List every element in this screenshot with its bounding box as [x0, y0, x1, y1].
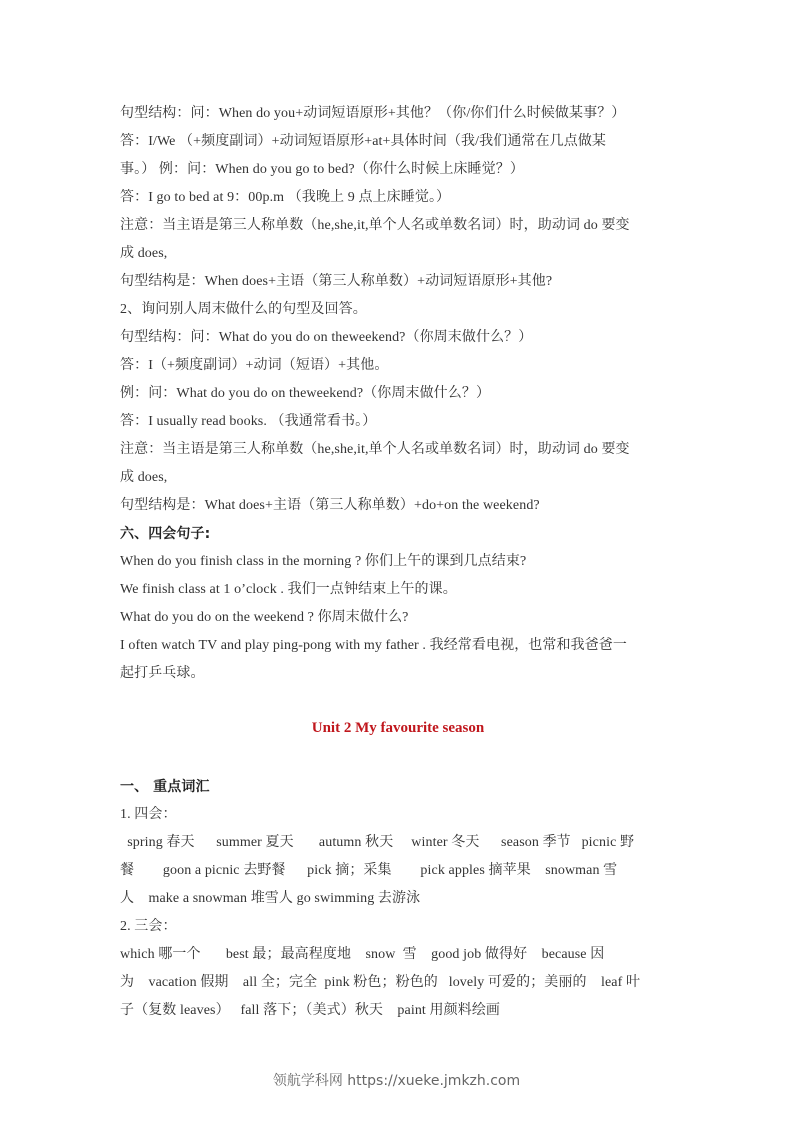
text-line: 成 does, [120, 470, 168, 485]
sentence-line: We finish class at 1 o’clock . 我们一点钟结束上午的课。 [120, 582, 457, 597]
document-page [120, 100, 676, 1018]
vocab-line: 子（复数 leaves） fall 落下；（美式）秋天 paint 用颜料绘画 [120, 1003, 501, 1018]
text-line: 注意：当主语是第三人称单数（he,she,it,单个人名或单数名词）时，助动词 do 要变 [120, 442, 630, 457]
text-line: 答：I（+频度副词）+动词（短语）+其他。 [120, 358, 389, 373]
text-line: 事。） 例：问：When do you go to bed?（你什么时候上床睡觉？） [120, 162, 524, 177]
unit-title: Unit 2 My favourite season [311, 720, 485, 736]
text-line: 句型结构：问：What do you do on theweekend?（你周末做什么？） [120, 330, 533, 345]
text-line: 成 does, [120, 246, 168, 261]
section-heading-six: 六、四会句子: [120, 526, 211, 542]
text-line: 答：I usually read books. （我通常看书。） [120, 414, 377, 429]
text-line: 句型结构：问：When do you+动词短语原形+其他？（你/你们什么时候做某事？） [120, 106, 626, 121]
sentence-line: When do you finish class in the morning ? 你们上午的课到几点结束? [120, 554, 527, 569]
sentence-line: What do you do on the weekend ? 你周末做什么? [120, 610, 409, 625]
vocabulary-section [120, 773, 676, 1025]
vocab-subheading-three-skill: 2. 三会： [120, 919, 177, 934]
text-line: 例：问：What do you do on theweekend?（你周末做什么？） [120, 386, 491, 401]
text-line: 答：I go to bed at 9：00p.m （我晚上 9 点上床睡觉。） [120, 190, 451, 205]
sentence-line: I often watch TV and play ping-pong with my father . 我经常看电视，也常和我爸爸一 [120, 638, 628, 653]
sentence-patterns-section [120, 100, 676, 520]
text-line: 句型结构是：What does+主语（第三人称单数）+do+on the weekend? [120, 498, 540, 513]
section-heading-vocabulary: 一、 重点词汇 [120, 779, 210, 795]
vocab-line: spring 春天 summer 夏天 autumn 秋天 winter 冬天 season 季节 picnic 野 [120, 835, 635, 850]
footer-watermark: 领航学科网 https://xueke.jmkzh.com [272, 1073, 521, 1089]
vocab-line: 餐 goon a picnic 去野餐 pick 摘；采集 pick apples 摘苹果 snowman 雪 [120, 863, 618, 878]
text-line: 注意：当主语是第三人称单数（he,she,it,单个人名或单数名词）时，助动词 do 要变 [120, 218, 630, 233]
subheading-weekend: 2、询问别人周末做什么的句型及回答。 [120, 302, 367, 317]
vocab-line: which 哪一个 best 最；最高程度地 snow 雪 good job 做得好 because 因 [120, 947, 605, 962]
vocab-line: 人 make a snowman 堆雪人 go swimming 去游泳 [120, 891, 421, 906]
text-line: 答：I/We （+频度副词）+动词短语原形+at+具体时间（我/我们通常在几点做某 [120, 134, 607, 149]
vocab-line: 为 vacation 假期 all 全；完全 pink 粉色；粉色的 lovely 可爱的；美丽的 leaf 叶 [120, 975, 641, 990]
four-skill-sentences-section [120, 520, 676, 688]
text-line: 句型结构是：When does+主语（第三人称单数）+动词短语原形+其他? [120, 274, 553, 289]
sentence-line: 起打乒乓球。 [120, 666, 205, 681]
vocab-subheading-four-skill: 1. 四会： [120, 807, 177, 822]
